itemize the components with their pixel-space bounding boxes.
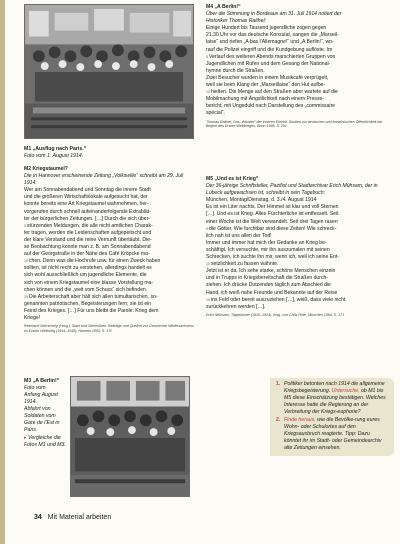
m3-caption-line: Gare de l’Est in (24, 420, 60, 426)
m2-line: Kriege! (24, 314, 41, 321)
m2-line: und die größeren Wirtschaftslokale aufgesucht hat, der (24, 194, 148, 201)
m2-line: se Beobachtung konnte man z. B. am Sonnabendabend (24, 244, 151, 251)
m5-line: Jetzt ist er da. Ich sehe starke, schöne Menschen einzeln (206, 268, 336, 275)
task-text (284, 417, 388, 452)
task-number: 2. (276, 417, 281, 423)
m1-caption-block (24, 146, 194, 160)
m2-source: Reinhard Oberschelp (Hrsg.), Stahl und Steckrüben. Beiträge und Quellen zur Geschichte Niedersachsens im Ersten Weltkrieg (1914–1918), Hameln 1993, S. 17f. (24, 324, 194, 333)
m2-line: 15Die Arbeiterschaft aber hält sich allen tumultarischen, so- (24, 293, 158, 300)
m3-caption (24, 385, 68, 434)
m4-line: hymne durch die Straßen. (206, 67, 265, 74)
m2-line: Feind des Krieges. […] Für uns bleibt die Parole: Krieg dem (24, 307, 159, 314)
line-number: 10 (206, 90, 210, 95)
task-operator: Finde heraus, (284, 417, 316, 423)
line-number: 10 (206, 262, 210, 267)
compare-arrow-icon: ▸ (24, 435, 27, 441)
section-title: Mit Material arbeiten (47, 514, 112, 521)
m4-id: M4 (206, 4, 214, 10)
task-item (276, 381, 388, 416)
m2-block (24, 166, 196, 333)
m5-body (206, 197, 392, 311)
m2-line: chen können und die „weit vom Schuss“ sich befinden. (24, 286, 148, 293)
m4-title: „A Berlin!“ (214, 4, 241, 10)
m4-block (206, 4, 392, 129)
m4-line: Mobilmachung mit Ängstlichkeit nach einem Presse- (206, 96, 325, 103)
m3-caption-line: Paris. (24, 427, 38, 433)
task-item (276, 417, 388, 452)
m4-intro-line: Historiker Thomas Raithel: (206, 18, 267, 25)
m4-line: Zwei Besucher wurden in einem Musikcafé verprügelt, (206, 74, 329, 81)
m4-intro-line: Über die Stimmung in Bordeaux am 31. Juli 1914 notiert der (206, 11, 342, 18)
m3-photo (70, 376, 190, 497)
m1-title: „Ausflug nach Paris.“ (32, 146, 87, 152)
m2-line: auf der Georgstraße in der Nähe des Café Kröpcke ma- (24, 251, 150, 258)
m5-line: und in Trupps in Kriegsbereitschaft die Straßen durch- (206, 275, 329, 282)
m5-block (206, 176, 392, 317)
m3-compare-line: die Fotos (24, 435, 61, 448)
line-number: 15 (206, 297, 210, 302)
page-edge-stripe (0, 0, 5, 544)
task-text (284, 381, 388, 416)
m5-line: Hand, ich weiß nahe Freunde und Bekannte auf der Reise (206, 289, 338, 296)
m4-line: 10hielten. Die Menge auf den Straßen aber wartete auf die (206, 89, 338, 96)
line-number: 5 (206, 226, 208, 231)
m5-line: Immer und immer hat mich der Gedanke an Krieg be- (206, 239, 327, 246)
m4-line: Einige Hundert bis Tausend jugendliche zogen gegen (206, 25, 327, 32)
m4-line: spécial“. (206, 110, 225, 117)
m2-line: sich wohl ausschließlich um jugendliche Elemente, die (24, 272, 147, 279)
m2-line: konnte bereits eine Art Kriegstaumel wahrnehmen, her- (24, 201, 149, 208)
m2-line: sollten, ist nicht recht zu verstehen, allerdings handelt es (24, 265, 152, 272)
m5-line: München, Montag/Dienstag, d. 3./4. August 1914 (206, 197, 317, 204)
m2-title: Kriegstaumel? (32, 166, 68, 172)
m5-line: lich nah ist uns allen der Tod! (206, 232, 272, 239)
m2-line: genannten patriotischen, Begeisterungen fern; sie ist ein (24, 300, 152, 307)
m3-caption-line: Foto vom (24, 385, 46, 391)
m5-line: Es ist ein Liter nachts. Der Himmel ist klar und voll Sternen (206, 204, 339, 211)
m3-title: „A Berlin!“ (32, 378, 60, 384)
task-operator: Untersuche, (331, 388, 360, 394)
m4-line: rauf die Polizei eingriff und die Kundgebung auflöste. Im (206, 46, 333, 53)
m4-line: bericht, mit Ungeduld nach Darstellung des „commissaire (206, 103, 336, 110)
m4-body (206, 25, 392, 117)
m4-line: 21.30 Uhr vor das deutsche Konsulat, sangen die „Marseil- (206, 32, 339, 39)
task-text-part: ob M1 bis M5 diese Einschätzung bestätigen. Welches Interesse hatte die Regierung an der Verbreitung der Kriegs-euphorie? (284, 388, 386, 415)
m4-line: weil sie beim Klang der „Marseillaise“ den Hut aufbe- (206, 82, 326, 89)
m2-body (24, 187, 196, 322)
m5-line: 10setzlichkeit zu fassen wähnte. (206, 261, 279, 268)
m3-id: M3 (24, 378, 32, 384)
m1-id: M1 (24, 146, 32, 152)
task-text-part: Politiker betonten nach 1914 die allgemeine Kriegsbegeisterung. (284, 381, 385, 394)
m3-caption-block (24, 378, 68, 449)
m2-line: 10chen. Denn was die Hochrufe usw. für einen Zweck haben (24, 258, 161, 265)
m2-line: 5stürzenden Meldungen, die alle nicht amtlichen Charak- (24, 222, 153, 229)
m2-line: der klare Verstand und die reine Vernunft übertäubt. Die- (24, 236, 152, 243)
m5-line: schäftigt. Ich versuchte, mir ihn auszumalen mit seinen (206, 246, 330, 253)
m3-compare-line: M1 und M3. (38, 442, 66, 448)
m3-caption-line: Soldaten vom (24, 413, 56, 419)
m5-line: […]. Und es ist Krieg. Alles Fürchterliche ist entfesselt. Seit (206, 211, 339, 218)
m2-line: Wer am Sonnabendabend und Sonntag die innere Stadt (24, 187, 151, 194)
m1-photo (24, 4, 194, 139)
task-text-part: wie die Bevölke-rung eures Wohn- oder Schulortes auf den Kriegsausbruch reagierte. Tipp: Dazu könntet ihr im Stadt- oder Gemeindearchiv alte Zeitungen einsehen. (284, 417, 382, 451)
m3-compare-line: Vergleiche (28, 435, 54, 441)
m5-id: M5 (206, 176, 214, 182)
line-number: 15 (24, 294, 28, 299)
m3-compare-text (24, 435, 66, 448)
m2-line: vorgerufen durch schnell aufeinanderfolgende Extrablät- (24, 208, 151, 215)
m2-intro: Die in Hannover erscheinende Zeitung „Volkswille“ schreibt am 29. Juli 1914: (24, 173, 184, 187)
m5-line: 5die Götter. Wie furchtbar sind diese Zeiten! Wie schreck- (206, 225, 337, 232)
m5-source: Erich Mühsam, Tagebücher (1910–1924), hrsg. von Chris Hirte, München 1994, S. 171 (206, 312, 345, 317)
m5-line: 15ins Feld oder bereit auszuziehen […], weiß, dass viele nicht (206, 296, 346, 303)
m2-id: M2 (24, 166, 32, 172)
page-footer (34, 513, 111, 522)
m5-line: Schrecken, ich suchte ihn mir, wenn ich, weil ich seine Ent- (206, 254, 340, 261)
m2-line: ter der bürgerlichen Zeitungen. […] Durch die sich über- (24, 215, 150, 222)
m2-line: ter tragen, werden die Leidenschaften aufgepeitscht und (24, 229, 152, 236)
m3-caption-line: Abfahrt von (24, 406, 51, 412)
m4-intro (206, 11, 392, 25)
m4-line: Jugendlichen mit Rufen und dem Gesang der National- (206, 60, 331, 67)
m3-caption-line: 1914. (24, 399, 37, 405)
m5-line: zurückkehren werden […]. (206, 303, 266, 310)
m4-source: Thomas Raithel, Das „Wunder“ der inneren Einheit. Studien zur deutschen und französischen Öffentlichkeit bei Beginn des Ersten Weltkrieges, Bonn 1996, S. 201 (206, 119, 383, 129)
m1-caption: Foto vom 1. August 1914. (24, 153, 84, 159)
m5-title: „Und es ist Krieg“ (214, 176, 259, 182)
line-number: 5 (24, 223, 26, 228)
m5-intro: Der 36-jährige Schriftsteller, Pazifist und Stadtarchivar Erich Mühsam, der in Lübeck aufgewachsen ist, schreibt in sein Tagebuch: (206, 183, 378, 197)
task-box (270, 378, 394, 456)
m5-line: einer Woche ist die Welt verwandelt. Seit drei Tagen rasen (206, 218, 338, 225)
m3-compare (24, 435, 68, 449)
page-number: 34 (34, 514, 42, 521)
m5-line: ziehen. Ich drücke Dutzenden täglich zum Abschied die (206, 282, 331, 289)
line-number: 10 (24, 259, 28, 264)
m4-line: 5Verlauf des weiteren Abends marschierten Gruppen von (206, 53, 336, 60)
m3-caption-line: Anfang August (24, 392, 58, 398)
task-number: 1. (276, 381, 281, 387)
m2-line: sich von einem Kriegstaumel eine blasse Vorstellung ma- (24, 279, 154, 286)
m4-line: laise“ und riefen „A bas l’Allemagne!“ und „A Berlin!“, wo- (206, 39, 334, 46)
line-number: 5 (206, 54, 208, 59)
